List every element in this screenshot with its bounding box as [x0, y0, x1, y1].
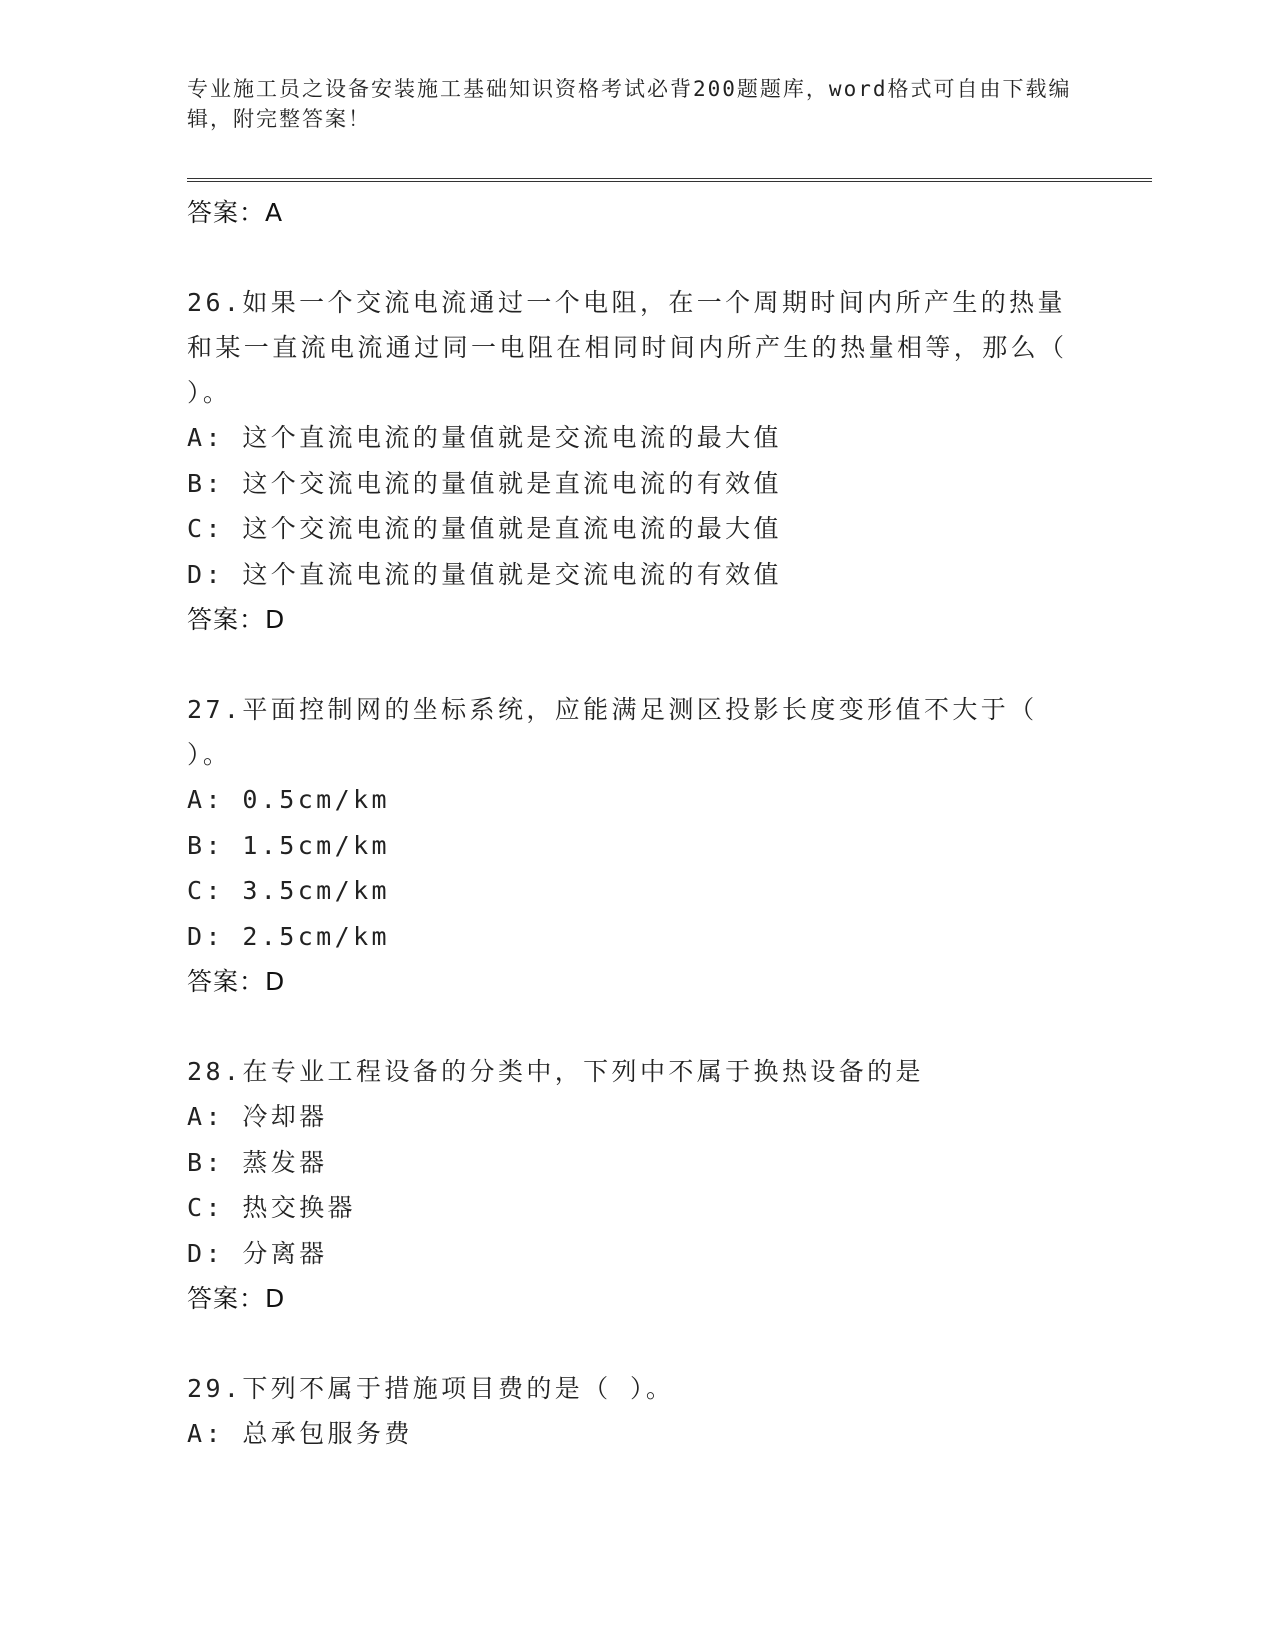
- option-b: [187, 1140, 1087, 1186]
- option-text: 冷却器: [242, 1102, 328, 1131]
- question-29-text: 29.下列不属于措施项目费的是（ ）。: [187, 1374, 675, 1403]
- option-text: 这个交流电流的量值就是直流电流的最大值: [242, 514, 782, 543]
- option-key: C:: [187, 514, 224, 543]
- question-26-text: 26.如果一个交流电流通过一个电阻，在一个周期时间内所产生的热量和某一直流电流通过同一电阻在相同时间内所产生的热量相等，那么（ ）。: [187, 288, 1068, 407]
- option-a: [187, 415, 1087, 461]
- option-text: 1.5cm/km: [242, 830, 390, 860]
- option-key: A:: [187, 785, 224, 814]
- option-text: 这个直流电流的量值就是交流电流的最大值: [242, 423, 782, 452]
- question-list: [187, 190, 1087, 1457]
- option-d: [187, 1231, 1087, 1277]
- option-key: B:: [187, 468, 224, 498]
- block-spacer: [187, 236, 1087, 280]
- option-b: [187, 823, 1087, 869]
- block-spacer: [187, 643, 1087, 687]
- header-divider-thick: [187, 181, 1152, 182]
- option-d: [187, 914, 1087, 960]
- header-divider-thin: [187, 178, 1152, 179]
- option-key: D:: [187, 921, 224, 951]
- answer-line: 答案：D: [187, 1284, 286, 1313]
- option-d: [187, 552, 1087, 598]
- option-text: 2.5cm/km: [242, 921, 390, 951]
- block-spacer: [187, 1322, 1087, 1366]
- question-28-text: 28.在专业工程设备的分类中，下列中不属于换热设备的是: [187, 1057, 924, 1086]
- option-key: C:: [187, 876, 224, 905]
- option-key: B:: [187, 830, 224, 860]
- option-text: 总承包服务费: [242, 1419, 413, 1448]
- answer-line: 答案：D: [187, 967, 286, 996]
- option-text: 0.5cm/km: [242, 785, 390, 814]
- option-key: A:: [187, 423, 224, 452]
- option-c: [187, 506, 1087, 552]
- option-a: [187, 1411, 1087, 1457]
- option-a: [187, 1094, 1087, 1140]
- option-text: 这个交流电流的量值就是直流电流的有效值: [242, 468, 782, 498]
- block-spacer: [187, 1005, 1087, 1049]
- option-b: [187, 461, 1087, 507]
- option-key: A:: [187, 1102, 224, 1131]
- option-text: 3.5cm/km: [242, 876, 390, 905]
- option-key: D:: [187, 1238, 224, 1268]
- option-c: [187, 868, 1087, 914]
- option-text: 这个直流电流的量值就是交流电流的有效值: [242, 559, 782, 589]
- question-27-text: 27.平面控制网的坐标系统，应能满足测区投影长度变形值不大于（ ）。: [187, 695, 1038, 769]
- option-a: [187, 777, 1087, 823]
- option-key: B:: [187, 1147, 224, 1177]
- option-key: C:: [187, 1193, 224, 1222]
- option-c: [187, 1185, 1087, 1231]
- option-text: 蒸发器: [242, 1147, 328, 1177]
- option-text: 分离器: [242, 1238, 328, 1268]
- option-key: D:: [187, 559, 224, 589]
- page-header-title: 专业施工员之设备安装施工基础知识资格考试必背200题题库，word格式可自由下载编辑，附完整答案！: [187, 77, 1072, 131]
- option-key: A:: [187, 1419, 224, 1448]
- answer-line: 答案：A: [187, 198, 284, 227]
- answer-line: 答案：D: [187, 605, 286, 634]
- option-text: 热交换器: [242, 1193, 356, 1222]
